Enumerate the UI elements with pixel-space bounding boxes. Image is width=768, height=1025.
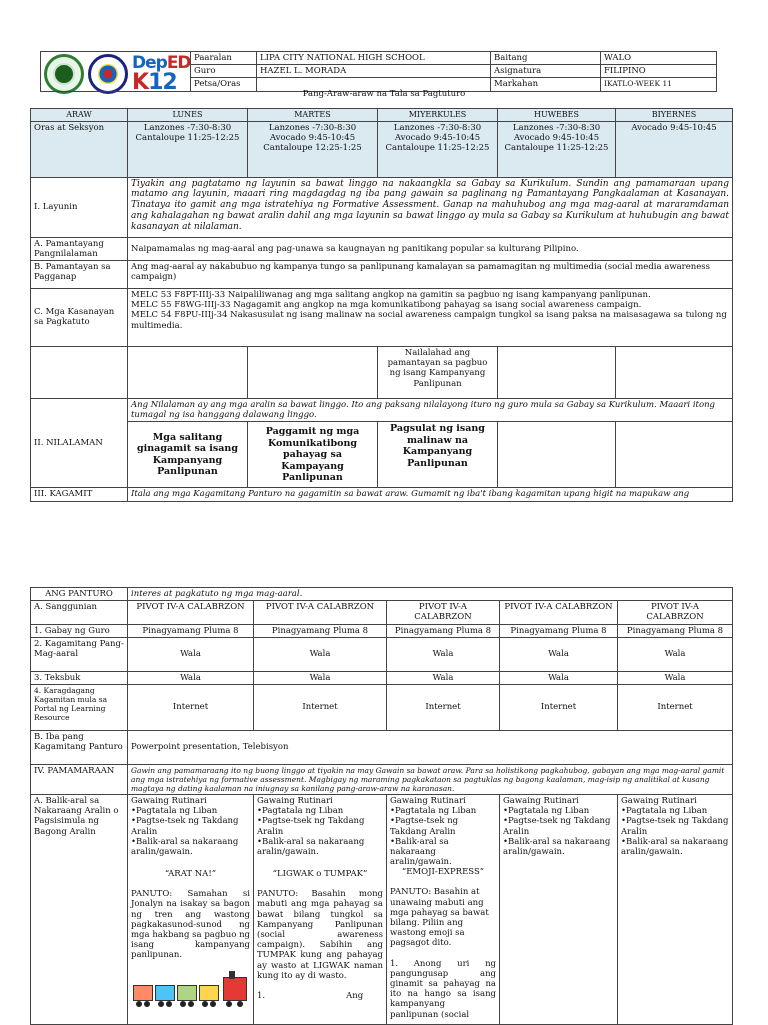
header-label: Paaralan: [191, 52, 257, 65]
pangnilalaman-text: Naipamamalas ng mag-aaral ang pag-unawa sa kaugnayan ng panitikang popular sa kulturang Pilipino.: [128, 237, 733, 260]
page-title: Pang-Araw-araw na Tala sa Pagtuturo: [302, 89, 466, 99]
kagamitan-text: Itala ang mga Kagamitang Panturo na gagamitin sa bawat araw. Gumamit ng iba't ibang kagamitan upang higit na mapukaw ang: [128, 488, 733, 501]
deped-k12-logo: DepED K12: [132, 52, 191, 95]
karagdagang-martes: Internet: [254, 684, 387, 730]
balik-aral-martes: [254, 794, 387, 1024]
balik-aral-huwebes: [500, 794, 618, 1024]
sanggunian-miyerkules: PIVOT IV-A CALABRZON: [387, 601, 500, 624]
kagamitan-biyernes: Wala: [618, 637, 733, 671]
item-martes: 1. Ang: [257, 990, 364, 1001]
sanggunian-biyernes: PIVOT IV-A CALABRZON: [618, 601, 733, 624]
panuto-miyerkules: PANUTO: Basahin at unawaing mabuti ang mga pahayag sa bawat bilang. Piliin ang wastong emoji sa pagsagot dito.: [390, 887, 489, 949]
sanggunian-huwebes: PIVOT IV-A CALABRZON: [500, 601, 618, 624]
row-label-gabay: 1. Gabay ng Guro: [31, 624, 128, 637]
nilalaman-martes: Paggamit ng mga Komunikatibong pahayag sa Kampayang Panlipunan: [248, 422, 378, 488]
teksbuk-biyernes: Wala: [618, 671, 733, 684]
lesson-table-2: [30, 587, 733, 1025]
col-header-miyerkules: MIYERKULES: [378, 109, 498, 122]
game-title-martes: “LIGWAK o TUMPAK”: [272, 869, 368, 880]
row-label-oras: Oras at Seksyon: [31, 121, 128, 177]
kasanayan-text: MELC 53 F8PT-IIIj-33 Naipaliliwanag ang mga salitang angkop na gamitin sa pagbuo ng isang kampanyang panlipunan. MELC 55 F8WG-IIIj-33 Nagagamit ang angkop na mga komunikatibong pahayag sa isang social awareness campaign. MELC 54 F8PU-IIIj-34 Nakasusulat ng isang malinaw na social awareness campaign tungkol sa isang paksa na maisasagawa sa tulong ng multimedia.: [128, 288, 733, 346]
logo-cell: [41, 52, 191, 95]
header-value: IKATLO-WEEK 11: [601, 78, 717, 91]
pagganap-text: Ang mag-aaral ay nakabubuo ng kampanya tungo sa panlipunang kamalayan sa pamamagitan ng multimedia (social media awareness campaign): [128, 260, 733, 288]
lesson-table-1: [30, 108, 733, 502]
header-label: Guro: [191, 65, 257, 78]
nilalaman-note: Ang Nilalaman ay ang mga aralin sa bawat linggo. Ito ang paksang nilalayong ituro ng guro mula sa Gabay sa Kurikulum. Maaari itong tumagal ng isa hanggang dalawang linggo.: [128, 398, 733, 421]
routine-huwebes: Gawaing Rutinari •Pagtatala ng Liban •Pagtse-tsek ng Takdang Aralin •Balik-aral sa nakaraang aralin/gawain.: [503, 795, 611, 857]
col-header-martes: MARTES: [248, 109, 378, 122]
teksbuk-miyerkules: Wala: [387, 671, 500, 684]
pamamaraan-text: Gawin ang pamamaraang ito ng buong linggo at tiyakin na may Gawain sa bawat araw. Para sa holistikong pagkahubog, gabayan ang mga mag-aaral gamit ang mga istratehiya ng formative assessment. Magbigay ng maraming pagkakataon sa pagtuklas ng bagong kaalaman, mag-isip ng analitikal at kusang magtaya ng dating kaalaman na iniugnay sa kanilang pang-araw-araw na karanasan.: [128, 764, 733, 794]
panuto-martes: PANUTO: Basahin mong mabuti ang mga pahayag sa bawat bilang tungkol sa Kampanyang Panlipunan (social awareness campaign). Sabihin ang TUMPAK kung ang pahayag ay wasto at LIGWAK naman kung ito ay di wasto.: [257, 889, 383, 981]
row-label-pagganap: B. Pamantayan sa Pagganap: [31, 260, 128, 288]
item-miyerkules: 1. Anong uri ng pangungusap ang ginamit sa pahayag na ito na hango sa isang kampanyang panlipunan (social: [390, 958, 496, 1020]
gabay-miyerkules: Pinagyamang Pluma 8: [387, 624, 500, 637]
karagdagang-huwebes: Internet: [500, 684, 618, 730]
kagamitan-huwebes: Wala: [500, 637, 618, 671]
sanggunian-martes: PIVOT IV-A CALABRZON: [254, 601, 387, 624]
kagamitan-martes: Wala: [254, 637, 387, 671]
col-header-biyernes: BIYERNES: [616, 109, 733, 122]
row-label-teksbuk: 3. Teksbuk: [31, 671, 128, 684]
header-label: Baitang: [491, 52, 601, 65]
gabay-biyernes: Pinagyamang Pluma 8: [618, 624, 733, 637]
layunin-text: Tiyakin ang pagtatamo ng layunin sa bawat linggo na nakaangkla sa Gabay sa Kurikulum. Sundin ang pamamaraan upang matamo ang layunin, maaari ring magdagdag ng iba pang gawain sa paglinang ng Pamantayang Pangkaalaman at Kasanayan. Tinataya ito gamit ang mga istratehiya ng Formative Assessment. Ganap na mahuhubog ang mga mag-aaral at mararamdaman ang kahalagahan ng bawat aralin dahil ang mga layunin sa bawat linggo ay mula sa Gabay sa Kurikulum at huhubugin ang bawat kasanayan at nilalaman.: [128, 177, 733, 237]
row-label-iba-pang: B. Iba pang Kagamitang Panturo: [31, 730, 128, 764]
gabay-martes: Pinagyamang Pluma 8: [254, 624, 387, 637]
sanggunian-lunes: PIVOT IV-A CALABRZON: [128, 601, 254, 624]
panuto-lunes: PANUTO: Samahan si Jonalyn na isakay sa bagon ng tren ang wastong pagkakasunod-sunod ng mga hakbang sa pagbuo ng isang kampanyang panlipunan.: [131, 889, 250, 961]
oras-huwebes: Lanzones -7:30-8:30 Avocado 9:45-10:45 Cantaloupe 11:25-12:25: [498, 121, 616, 177]
balik-aral-biyernes: [618, 794, 733, 1024]
row-label-kagamitang-mag-aaral: 2. Kagamitang Pang-Mag-aaral: [31, 637, 128, 671]
col-header-lunes: LUNES: [128, 109, 248, 122]
row-label-kagamitan: III. KAGAMIT: [31, 488, 128, 501]
gabay-lunes: Pinagyamang Pluma 8: [128, 624, 254, 637]
kagamitan-lunes: Wala: [128, 637, 254, 671]
game-title-miyerkules: “EMOJI-EXPRESS”: [401, 867, 485, 878]
header-value: FILIPINO: [601, 65, 717, 78]
routine-martes: Gawaing Rutinari •Pagtatala ng Liban •Pagtse-tsek ng Takdang Aralin •Balik-aral sa nakaraang aralin/gawain.: [257, 795, 365, 857]
row-label-nilalaman: II. NILALAMAN: [31, 398, 128, 487]
col-header-huwebes: HUWEBES: [498, 109, 616, 122]
karagdagang-biyernes: Internet: [618, 684, 733, 730]
karagdagang-miyerkules: Internet: [387, 684, 500, 730]
teksbuk-huwebes: Wala: [500, 671, 618, 684]
gabay-huwebes: Pinagyamang Pluma 8: [500, 624, 618, 637]
iba-pang-text: Powerpoint presentation, Telebisyon: [128, 730, 733, 764]
kasanayan-miyerkules: Nailalahad ang pamantayan sa pagbuo ng isang Kampanyang Panlipunan: [378, 346, 498, 398]
row-label-balik-aral: A. Balik-aral sa Nakaraang Aralin o Pagsisimula ng Bagong Aralin: [31, 794, 128, 1024]
header-label: Asignatura: [491, 65, 601, 78]
header-value: WALO: [601, 52, 717, 65]
balik-aral-miyerkules: [387, 794, 500, 1024]
col-header-araw: ARAW: [31, 109, 128, 122]
nilalaman-lunes: Mga salitang ginagamit sa isang Kampanyang Panlipunan: [128, 422, 248, 488]
routine-miyerkules: Gawaing Rutinari •Pagtatala ng Liban •Pagtse-tsek ng Takdang Aralin •Balik-aral sa nakaraang aralin/gawain.: [390, 795, 477, 868]
row-label-pangnilalaman: A. Pamantayang Pangnilalaman: [31, 237, 128, 260]
routine-biyernes: Gawaing Rutinari •Pagtatala ng Liban •Pagtse-tsek ng Takdang Aralin •Balik-aral sa nakaraang aralin/gawain.: [621, 795, 729, 857]
oras-biyernes: Avocado 9:45-10:45: [616, 121, 733, 177]
teksbuk-martes: Wala: [254, 671, 387, 684]
header-label: Petsa/Oras: [191, 78, 257, 91]
teksbuk-lunes: Wala: [128, 671, 254, 684]
train-image: [131, 967, 251, 1009]
nilalaman-miyerkules: Pagsulat ng isang malinaw na Kampanyang Panlipunan: [378, 422, 498, 488]
oras-lunes: Lanzones -7:30-8:30 Cantaloupe 11:25-12:25: [128, 121, 248, 177]
row-label-sanggunian: A. Sanggunian: [31, 601, 128, 624]
row-label-karagdagang: 4. Karagdagang Kagamitan mula sa Portal ng Learning Resource: [31, 684, 128, 730]
kagamitan-miyerkules: Wala: [387, 637, 500, 671]
header-value: LIPA CITY NATIONAL HIGH SCHOOL: [257, 52, 491, 65]
karagdagang-lunes: Internet: [128, 684, 254, 730]
balik-aral-lunes: [128, 794, 254, 1024]
row-label-layunin: I. Layunin: [31, 177, 128, 237]
row-label-panturo: ANG PANTURO: [31, 588, 128, 601]
row-label-kasanayan: C. Mga Kasanayan sa Pagkatuto: [31, 288, 128, 346]
header-label: Markahan: [491, 78, 601, 91]
row-label-pamamaraan: IV. PAMAMARAAN: [31, 764, 128, 794]
header-value: HAZEL L. MORADA: [257, 65, 491, 78]
game-title-lunes: “ARAT NA!”: [164, 869, 217, 880]
panturo-text: interes at pagkatuto ng mga mag-aaral.: [128, 588, 733, 601]
oras-miyerkules: Lanzones -7:30-8:30 Avocado 9:45-10:45 Cantaloupe 11:25-12:25: [378, 121, 498, 177]
oras-martes: Lanzones -7:30-8:30 Avocado 9:45-10:45 Cantaloupe 12:25-1:25: [248, 121, 378, 177]
routine-lunes: Gawaing Rutinari •Pagtatala ng Liban •Pagtse-tsek ng Takdang Aralin •Balik-aral sa nakaraang aralin/gawain.: [131, 795, 239, 857]
